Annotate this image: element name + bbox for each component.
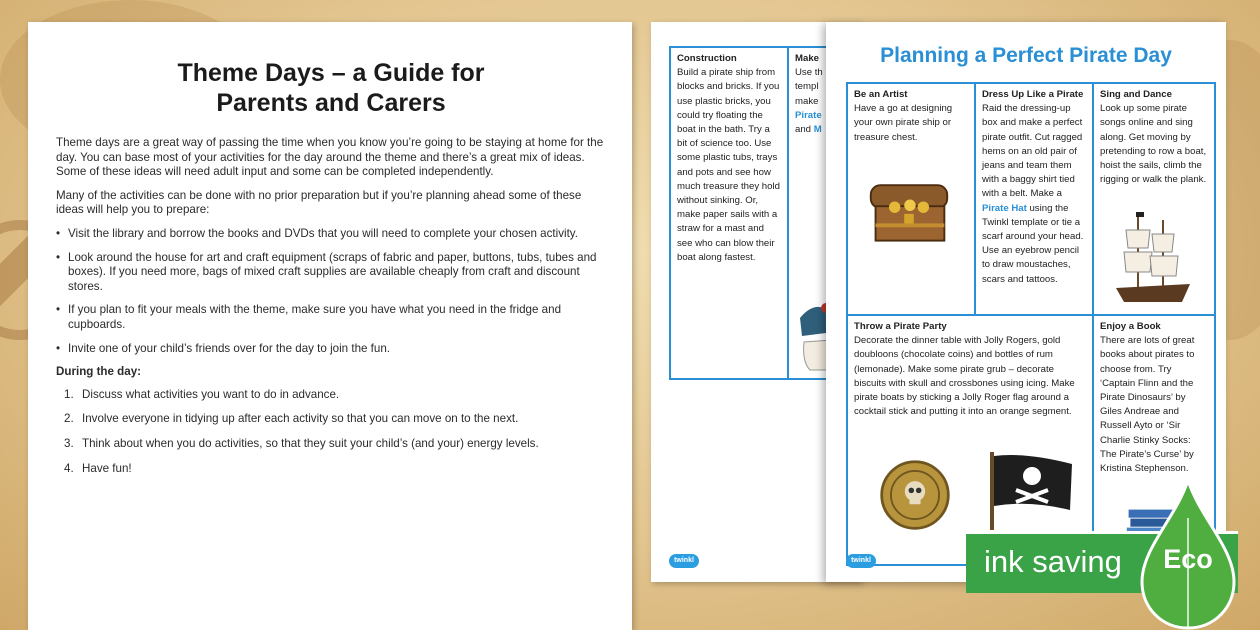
list-item: • If you plan to fit your meals with the theme, make sure you have what you need in the fridge and cupboards. bbox=[56, 303, 606, 332]
dress-up-text: Raid the dressing-up box and make a perfect pirate outfit. Cut ragged hems on an old pair of jeans and team them with a baggy shirt tied with a belt. Make a bbox=[982, 103, 1083, 200]
eco-badge-label: Eco bbox=[1163, 544, 1213, 574]
jolly-roger-flag-icon bbox=[986, 450, 1076, 530]
template-link[interactable]: Pirate bbox=[795, 109, 822, 121]
guide-page bbox=[28, 22, 632, 630]
construction-title: Construction bbox=[677, 53, 737, 64]
list-item: • Look around the house for art and craft equipment (scraps of fabric and paper, buttons, tubs, tubes and boxes). If you need more, bags of mixed craft supplies are available cheaply from craft and discount stores. bbox=[56, 251, 606, 295]
intro-paragraph: Theme days are a great way of passing the time when you know you’re going to be staying at home for the day. You can base most of your activities for the day around the theme and there’s a great mix of ideas. Some of these ideas will need adult input and some can be completed independently. bbox=[56, 136, 604, 179]
pirate-coin-icon bbox=[878, 458, 952, 532]
step-number: 2. bbox=[64, 412, 74, 426]
dress-up-title: Dress Up Like a Pirate bbox=[982, 89, 1084, 100]
treasure-chest-icon bbox=[866, 176, 952, 246]
step-text: Discuss what activities you want to do in advance. bbox=[82, 387, 340, 401]
sing-dance-cell bbox=[1094, 84, 1214, 314]
construction-cell bbox=[669, 46, 789, 380]
step-text: Involve everyone in tidying up after each activity so that you can move on to the next. bbox=[82, 412, 519, 426]
twinkl-logo: twinkl bbox=[669, 554, 699, 568]
step-text: Have fun! bbox=[82, 461, 132, 475]
party-title: Throw a Pirate Party bbox=[854, 321, 947, 332]
list-item: • Visit the library and borrow the books and DVDs that you will need to complete your chosen activity. bbox=[56, 227, 606, 242]
pirate-hat-link[interactable]: Pirate Hat bbox=[982, 202, 1027, 214]
list-item bbox=[56, 388, 606, 403]
guide-title-line2: Parents and Carers bbox=[216, 89, 446, 117]
step-text: Think about when you do activities, so that they suit your child’s (and your) energy levels. bbox=[82, 436, 539, 450]
list-item bbox=[56, 462, 606, 477]
activity-page-title: Planning a Perfect Pirate Day bbox=[880, 44, 1172, 67]
step-number: 4. bbox=[64, 461, 74, 475]
template-link[interactable]: M bbox=[813, 124, 822, 136]
list-item bbox=[56, 412, 606, 427]
sailing-ship-icon bbox=[1108, 210, 1198, 310]
guide-title bbox=[56, 58, 606, 118]
make-text: Use th bbox=[795, 67, 823, 79]
party-text: Decorate the dinner table with Jolly Rogers, gold doubloons (chocolate coins) and bottles of rum (lemonade). Make some pirate grub – decorate biscuits with skull and crossbones using icing. Make pirate boats by sticking a Jolly Roger flag around a cocktail stick and putting it into an orange segment. bbox=[854, 335, 1075, 418]
book-title: Enjoy a Book bbox=[1100, 321, 1161, 332]
dress-up-text: using the Twinkl template or tie a scarf around your head. Use an eyebrow pencil to draw moustaches, scars and tattoos. bbox=[982, 202, 1084, 285]
step-number: 3. bbox=[64, 436, 74, 450]
party-cell bbox=[848, 316, 1092, 566]
construction-text: Build a pirate ship from blocks and bricks. If you use plastic bricks, you could try floating the boat in the bath. Try a bit of science too. Use some plastic tubs, trays and pots and see how much treasure they hold without sinking. Or, make paper sails with a straw for a mast and see who can blow their boat along fastest. bbox=[677, 67, 780, 263]
artist-title: Be an Artist bbox=[854, 89, 908, 100]
make-text: and bbox=[795, 124, 812, 136]
during-heading: During the day: bbox=[56, 365, 142, 379]
make-text: make bbox=[795, 95, 819, 107]
list-item bbox=[56, 437, 606, 452]
step-number: 1. bbox=[64, 387, 74, 401]
artist-cell bbox=[848, 84, 974, 314]
twinkl-logo: twinkl bbox=[846, 554, 876, 568]
make-title: Make bbox=[795, 53, 819, 64]
guide-title-line1: Theme Days – a Guide for bbox=[177, 59, 485, 87]
sing-dance-title: Sing and Dance bbox=[1100, 89, 1172, 100]
make-text: templ bbox=[795, 81, 819, 93]
list-item: • Invite one of your child’s friends over for the day to join the fun. bbox=[56, 342, 606, 357]
steps-list bbox=[56, 388, 606, 476]
sing-dance-text: Look up some pirate songs online and sing along. Get moving by pretending to row a boat, hoist the sails, climb the rigging or walk the plank. bbox=[1100, 103, 1207, 186]
book-text: There are lots of great books about pirates to choose from. Try ‘Captain Flinn and the Pirate Dinosaurs’ by Giles Andreae and Russell Ayto or ‘Sir Charlie Stinky Socks: The Pirate’s Curse’ by Kristina Stephenson. bbox=[1100, 335, 1195, 475]
dress-up-cell bbox=[976, 84, 1092, 314]
prep-list bbox=[56, 227, 606, 356]
artist-text: Have a go at designing your own pirate ship or treasure chest. bbox=[854, 103, 953, 143]
ink-saving-text: ink saving bbox=[984, 544, 1122, 579]
prep-paragraph: Many of the activities can be done with no prior preparation but if you’re planning ahead some of these ideas will help you to prepare: bbox=[56, 188, 582, 217]
